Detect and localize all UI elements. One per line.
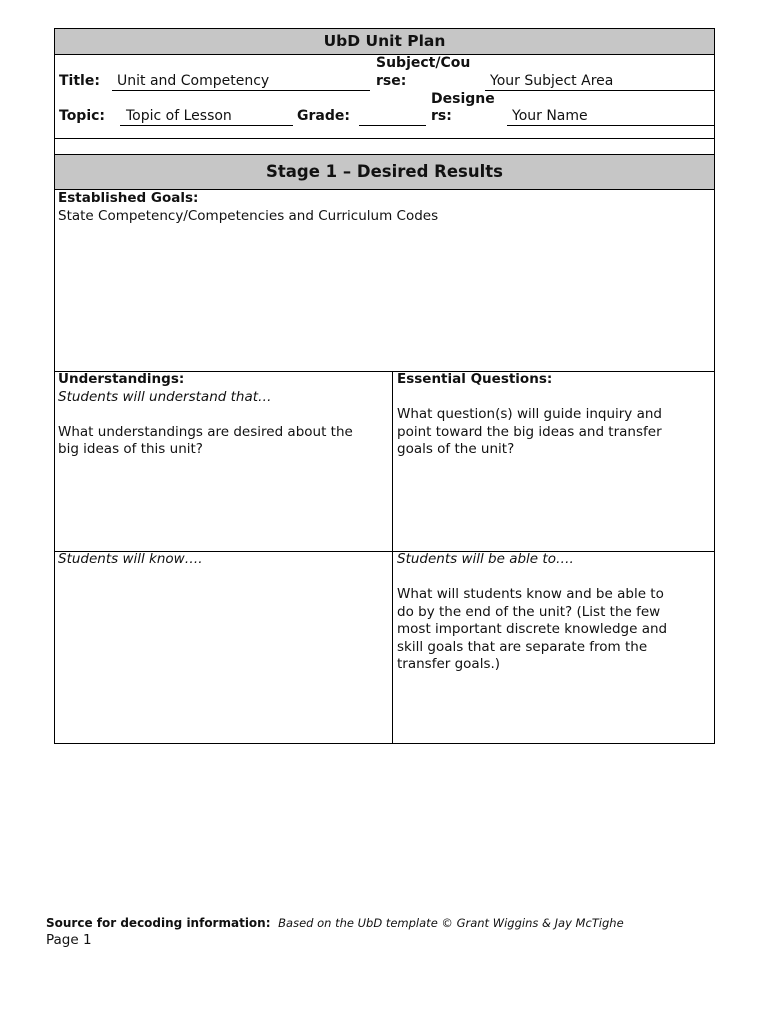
subject-value[interactable]: Your Subject Area (490, 73, 614, 89)
grade-underline (359, 125, 426, 126)
understandings-line-1: What understandings are desired about the (58, 423, 353, 440)
stage1-header-bar (54, 154, 715, 190)
topic-label: Topic: (59, 108, 106, 124)
title-label: Title: (59, 73, 100, 89)
know-label: Students will know…. (58, 551, 203, 567)
subject-label-line2: rse: (376, 73, 407, 89)
plan-title: UbD Unit Plan (323, 32, 446, 50)
title-value[interactable]: Unit and Competency (117, 73, 270, 89)
designers-label-line2: rs: (431, 108, 452, 124)
able-line-2: do by the end of the unit? (List the few (397, 603, 661, 620)
established-goals-cell (58, 190, 708, 225)
topic-value[interactable]: Topic of Lesson (126, 108, 232, 124)
able-label: Students will be able to…. (397, 551, 574, 567)
students-able-cell[interactable] (397, 551, 713, 674)
page-number: Page 1 (46, 932, 92, 948)
able-line-5: transfer goals.) (397, 656, 501, 672)
header-divider (54, 138, 715, 139)
goals-label: Established Goals: (58, 190, 199, 206)
understandings-line-2: big ideas of this unit? (58, 441, 203, 457)
students-know-cell[interactable] (58, 551, 388, 569)
able-line-3: most important discrete knowledge and (397, 621, 668, 637)
plan-title-bar (54, 28, 715, 55)
title-underline (112, 90, 370, 91)
questions-line-1: What question(s) will guide inquiry and (397, 406, 662, 422)
able-line-1: What will students know and be able to (397, 586, 664, 602)
topic-underline (120, 125, 293, 126)
column-divider (392, 371, 393, 744)
designers-label-line1: Designe (431, 91, 495, 107)
understandings-label: Understandings: (58, 371, 185, 387)
grade-label: Grade: (297, 108, 350, 124)
understandings-intro: Students will understand that… (58, 388, 272, 405)
subject-underline (485, 90, 714, 91)
designers-value[interactable]: Your Name (512, 108, 588, 124)
source-text: Based on the UbD template © Grant Wiggins & Jay McTighe (278, 916, 624, 930)
able-line-4: skill goals that are separate from the (397, 638, 648, 655)
subject-label-line1: Subject/Cou (376, 55, 471, 71)
understandings-cell[interactable] (58, 371, 388, 459)
source-note (46, 916, 624, 931)
questions-line-3: goals of the unit? (397, 441, 515, 457)
questions-label: Essential Questions: (397, 371, 553, 387)
source-label: Source for decoding information: (46, 916, 271, 930)
questions-line-2: point toward the big ideas and transfer (397, 423, 662, 440)
essential-questions-cell[interactable] (397, 371, 713, 459)
designers-underline (507, 125, 714, 126)
stage1-heading: Stage 1 – Desired Results (266, 162, 503, 181)
goals-text[interactable]: State Competency/Competencies and Curriculum Codes (58, 207, 439, 224)
